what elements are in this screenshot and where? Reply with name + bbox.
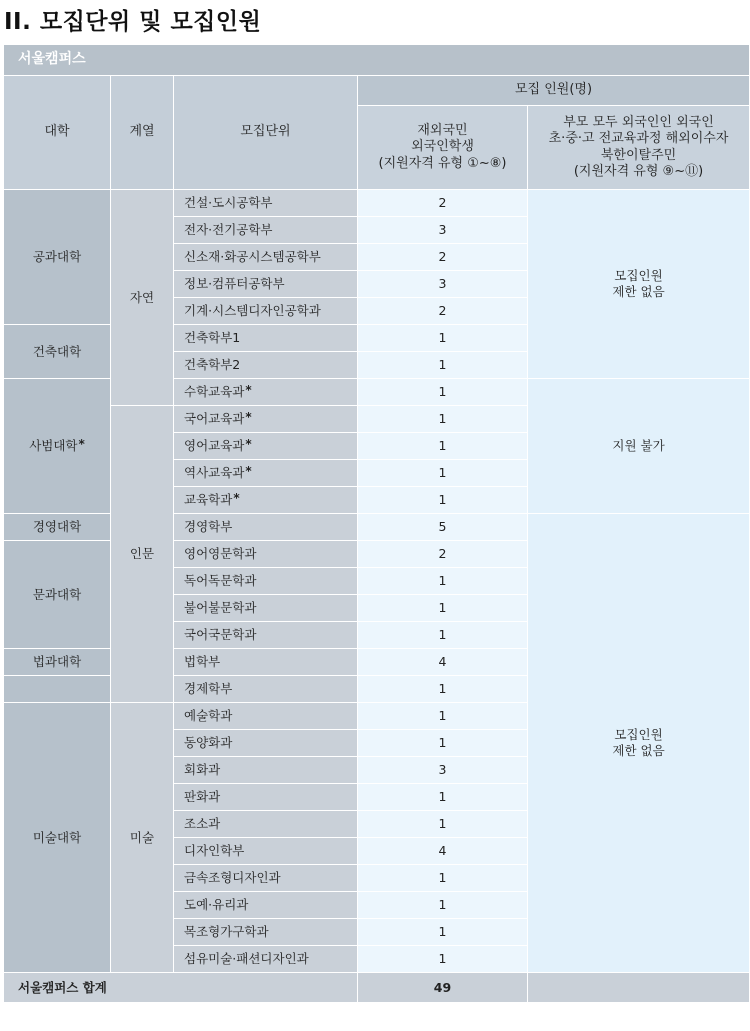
count-cell: 1: [358, 406, 528, 433]
college-cell: 법과대학: [4, 649, 111, 676]
total-value: 49: [358, 973, 528, 1003]
header-line: 북한이탈주민: [600, 147, 677, 163]
total-empty-cell: [528, 973, 750, 1003]
header-field: 계열: [111, 76, 174, 190]
unit-name: 법학부: [184, 654, 221, 670]
unit-name: 조소과: [184, 816, 221, 832]
unit-name: 건축학부1: [184, 330, 241, 346]
unit-name: 건설·도시공학부: [184, 195, 273, 211]
unit-cell: [174, 784, 358, 811]
unit-cell: [174, 541, 358, 568]
count-cell: 4: [358, 649, 528, 676]
header-line: 재외국민: [417, 123, 468, 139]
campus-label: 서울캠퍼스: [4, 45, 750, 76]
count-cell: 1: [358, 919, 528, 946]
unit-name: 예술학과: [184, 708, 233, 724]
count-cell: 1: [358, 325, 528, 352]
unit-name: 동양화과: [184, 735, 233, 751]
unit-cell: [174, 298, 358, 325]
unit-cell: [174, 568, 358, 595]
unit-name: 경영학부: [184, 519, 233, 535]
unit-cell: [174, 406, 358, 433]
page-title: II. 모집단위 및 모집인원: [4, 9, 262, 35]
field-cell: 자연: [111, 190, 174, 406]
header-overseas-koreans: [358, 106, 528, 190]
count-cell: 1: [358, 487, 528, 514]
count-cell: 1: [358, 568, 528, 595]
header-line: 외국인학생: [411, 139, 474, 155]
field-cell: 인문: [111, 406, 174, 703]
unit-cell: [174, 190, 358, 217]
asterisk-mark: *: [233, 491, 240, 506]
asterisk-mark: *: [245, 410, 252, 425]
note-line: 제한 없음: [612, 743, 665, 758]
unit-name: 디자인학부: [184, 843, 245, 859]
unit-cell: [174, 946, 358, 973]
count-cell: 1: [358, 865, 528, 892]
quota-note: [528, 379, 750, 514]
unit-name: 금속조형디자인과: [184, 870, 281, 886]
unit-name: 영어교육과: [184, 438, 245, 454]
header-line: (지원자격 유형 ⑨~⑪): [573, 163, 704, 179]
unit-cell: [174, 703, 358, 730]
unit-name: 신소재·화공시스템공학부: [184, 249, 321, 265]
count-cell: 2: [358, 541, 528, 568]
count-cell: 2: [358, 190, 528, 217]
unit-cell: [174, 217, 358, 244]
college-cell: 공과대학: [4, 190, 111, 325]
unit-cell: [174, 676, 358, 703]
header-college: 대학: [4, 76, 111, 190]
unit-cell: [174, 352, 358, 379]
count-cell: 2: [358, 298, 528, 325]
note-line: 모집인원: [614, 268, 663, 284]
count-cell: 1: [358, 811, 528, 838]
college-cell: 문과대학: [4, 541, 111, 649]
header-quota: 모집 인원(명): [358, 76, 750, 106]
unit-name: 불어불문학과: [184, 600, 257, 616]
asterisk-mark: *: [78, 437, 85, 452]
unit-name: 기계·시스템디자인공학과: [184, 303, 321, 319]
header-unit: 모집단위: [174, 76, 358, 190]
count-cell: 1: [358, 460, 528, 487]
count-cell: 1: [358, 676, 528, 703]
recruitment-table: [3, 44, 750, 1003]
college-cell: 경영대학: [4, 514, 111, 541]
unit-name: 수학교육과: [184, 384, 245, 400]
unit-cell: [174, 757, 358, 784]
unit-cell: [174, 919, 358, 946]
unit-name: 목조형가구학과: [184, 924, 269, 940]
header-line: (지원자격 유형 ①~⑧): [378, 155, 507, 171]
unit-cell: [174, 379, 358, 406]
unit-cell: [174, 433, 358, 460]
asterisk-mark: *: [245, 383, 252, 398]
unit-name: 교육학과: [184, 492, 233, 508]
count-cell: 1: [358, 784, 528, 811]
unit-cell: [174, 865, 358, 892]
unit-name: 역사교육과: [184, 465, 245, 481]
unit-cell: [174, 811, 358, 838]
unit-name: 건축학부2: [184, 357, 241, 373]
unit-name: 독어독문학과: [184, 573, 257, 589]
count-cell: 1: [358, 730, 528, 757]
count-cell: 3: [358, 757, 528, 784]
unit-name: 전자·전기공학부: [184, 222, 273, 238]
count-cell: 1: [358, 352, 528, 379]
college-cell: 미술대학: [4, 703, 111, 973]
college-cell: [4, 379, 111, 514]
unit-name: 회화과: [184, 762, 221, 778]
unit-name: 국어교육과: [184, 411, 245, 427]
college-cell: [4, 676, 111, 703]
unit-cell: [174, 487, 358, 514]
count-cell: 2: [358, 244, 528, 271]
unit-cell: [174, 622, 358, 649]
count-cell: 4: [358, 838, 528, 865]
asterisk-mark: *: [245, 437, 252, 452]
count-cell: 1: [358, 946, 528, 973]
unit-name: 영어영문학과: [184, 546, 257, 562]
unit-name: 판화과: [184, 789, 221, 805]
count-cell: 3: [358, 217, 528, 244]
note-line: 모집인원: [614, 727, 663, 743]
unit-cell: [174, 649, 358, 676]
quota-note: [528, 514, 750, 973]
quota-note: [528, 190, 750, 379]
unit-cell: [174, 595, 358, 622]
unit-cell: [174, 244, 358, 271]
unit-cell: [174, 892, 358, 919]
field-cell: 미술: [111, 703, 174, 973]
college-name: 사범대학: [29, 438, 78, 454]
count-cell: 1: [358, 433, 528, 460]
count-cell: 1: [358, 892, 528, 919]
count-cell: 1: [358, 703, 528, 730]
count-cell: 3: [358, 271, 528, 298]
header-line: 부모 모두 외국인인 외국인: [563, 115, 714, 130]
unit-cell: [174, 730, 358, 757]
total-label: 서울캠퍼스 합계: [4, 973, 358, 1003]
unit-cell: [174, 514, 358, 541]
unit-name: 국어국문학과: [184, 627, 257, 643]
note-line: 지원 불가: [612, 438, 665, 454]
asterisk-mark: *: [245, 464, 252, 479]
unit-cell: [174, 271, 358, 298]
college-cell: 건축대학: [4, 325, 111, 379]
unit-name: 도예·유리과: [184, 897, 249, 913]
count-cell: 1: [358, 595, 528, 622]
count-cell: 1: [358, 622, 528, 649]
unit-cell: [174, 838, 358, 865]
unit-cell: [174, 460, 358, 487]
unit-name: 섬유미술·패션디자인과: [184, 951, 309, 967]
unit-name: 경제학부: [184, 681, 233, 697]
unit-name: 정보·컴퓨터공학부: [184, 276, 285, 292]
note-line: 제한 없음: [612, 284, 665, 299]
header-line: 초·중·고 전교육과정 해외이수자: [548, 131, 729, 147]
count-cell: 5: [358, 514, 528, 541]
unit-cell: [174, 325, 358, 352]
header-foreigners: [528, 106, 750, 190]
count-cell: 1: [358, 379, 528, 406]
